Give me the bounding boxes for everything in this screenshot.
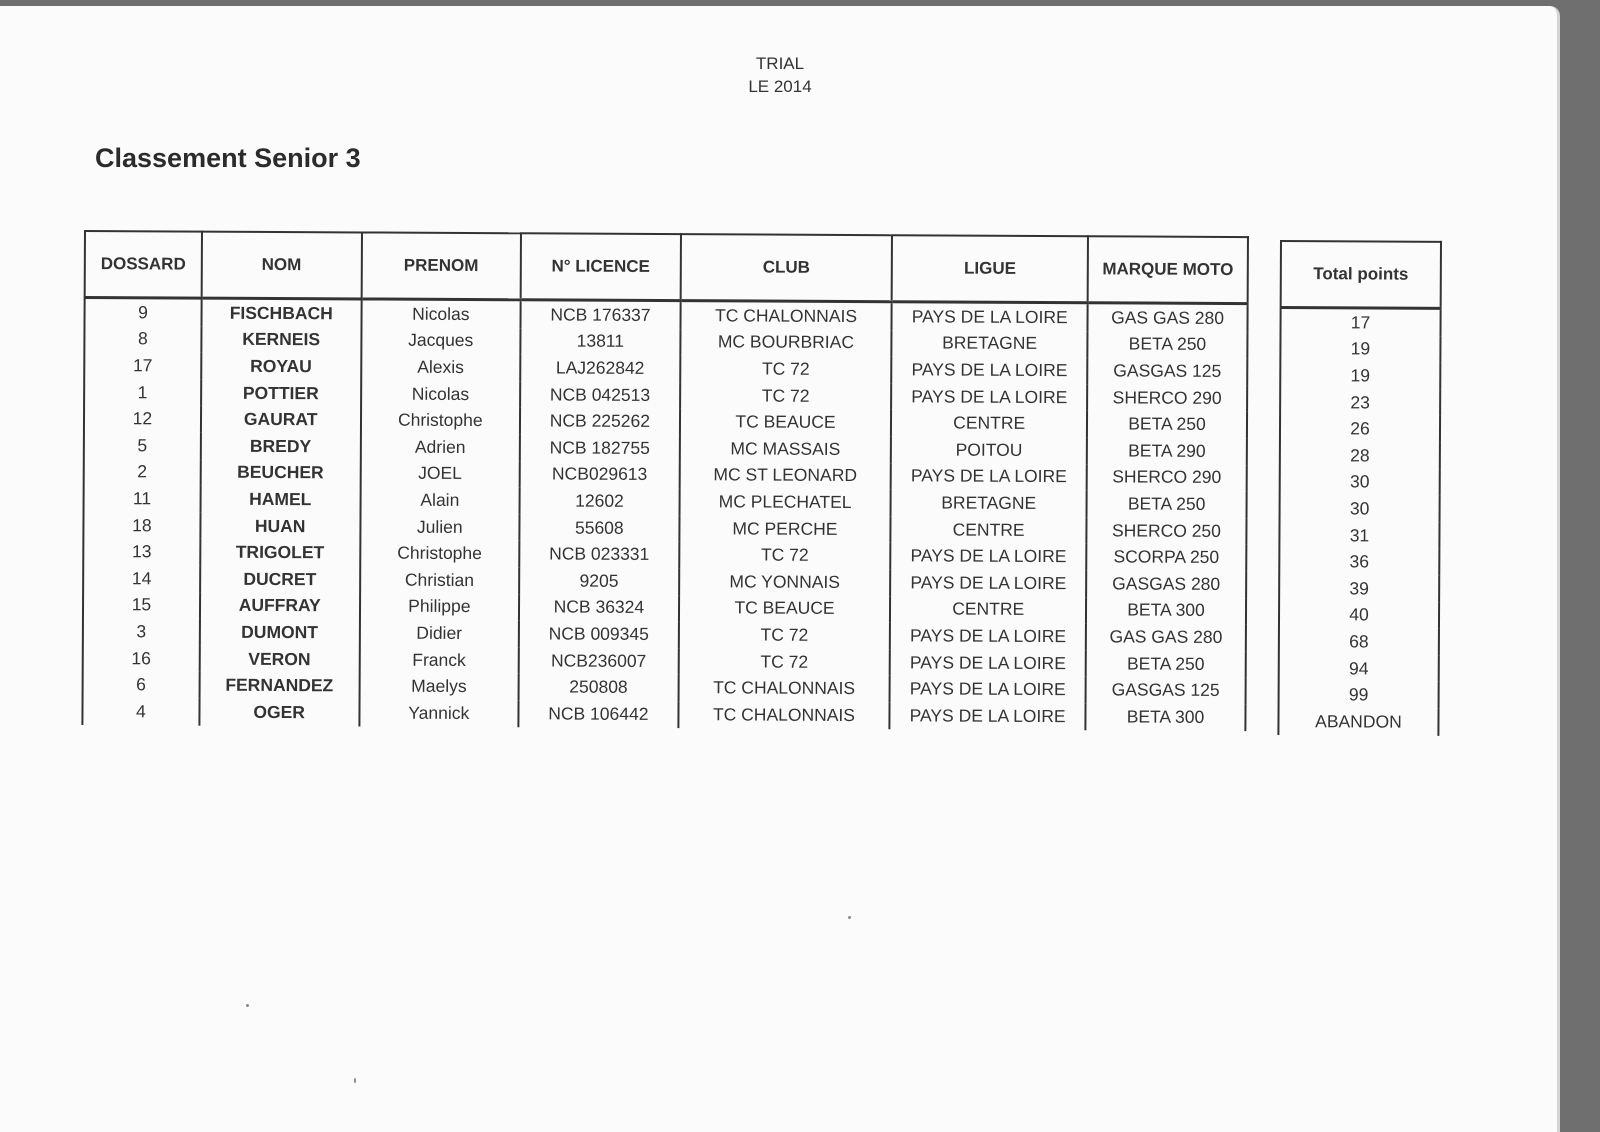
cell-total-points: 30 bbox=[1280, 469, 1440, 496]
cell-prenom: Philippe bbox=[359, 593, 519, 620]
cell-licence: NCB 042513 bbox=[520, 381, 680, 408]
cell-total-points: 68 bbox=[1279, 628, 1439, 655]
cell-club: TC BEAUCE bbox=[679, 595, 891, 623]
cell-ligue: BRETAGNE bbox=[891, 489, 1087, 517]
cell-nom: DUMONT bbox=[200, 619, 360, 646]
col-nom: NOM bbox=[202, 232, 362, 299]
scan-speck bbox=[246, 1004, 249, 1007]
cell-dossard: 11 bbox=[84, 485, 201, 512]
cell-total-points: 94 bbox=[1279, 655, 1439, 682]
totals-row bbox=[1278, 708, 1438, 735]
totals-row bbox=[1280, 415, 1440, 442]
cell-club: TC 72 bbox=[679, 541, 891, 569]
cell-total-points: 23 bbox=[1280, 389, 1440, 416]
cell-total-points: 17 bbox=[1280, 308, 1440, 337]
cell-club: MC ST LEONARD bbox=[679, 462, 891, 490]
cell-club: TC 72 bbox=[680, 355, 892, 383]
cell-ligue: PAYS DE LA LOIRE bbox=[892, 356, 1088, 384]
cell-licence: 13811 bbox=[520, 328, 680, 355]
cell-club: TC BEAUCE bbox=[680, 408, 892, 436]
cell-total-points: 36 bbox=[1279, 548, 1439, 575]
cell-club: TC CHALONNAIS bbox=[678, 701, 890, 729]
totals-row bbox=[1279, 655, 1439, 682]
cell-nom: DUCRET bbox=[200, 566, 360, 593]
cell-dossard: 17 bbox=[84, 352, 201, 379]
cell-prenom: Maelys bbox=[359, 673, 519, 700]
cell-ligue: CENTRE bbox=[890, 596, 1086, 624]
cell-nom: FISCHBACH bbox=[201, 298, 361, 327]
cell-ligue: PAYS DE LA LOIRE bbox=[891, 383, 1087, 411]
cell-prenom: Franck bbox=[359, 646, 519, 673]
cell-club: MC PERCHE bbox=[679, 515, 891, 543]
cell-prenom: Alexis bbox=[361, 354, 521, 381]
cell-dossard: 12 bbox=[84, 405, 201, 432]
cell-club: MC MASSAIS bbox=[680, 435, 892, 463]
cell-ligue: PAYS DE LA LOIRE bbox=[892, 302, 1088, 331]
cell-licence: NCB 36324 bbox=[519, 594, 679, 621]
cell-prenom: Christophe bbox=[360, 407, 520, 434]
cell-licence: 12602 bbox=[520, 487, 680, 514]
cell-marque-moto: SHERCO 250 bbox=[1086, 517, 1246, 544]
cell-dossard: 14 bbox=[83, 565, 200, 592]
cell-club: TC CHALONNAIS bbox=[680, 301, 892, 330]
cell-licence: NCB 225262 bbox=[520, 408, 680, 435]
totals-row bbox=[1280, 469, 1440, 496]
cell-licence: NCB 182755 bbox=[520, 434, 680, 461]
cell-marque-moto: GAS GAS 280 bbox=[1086, 623, 1246, 650]
totals-row bbox=[1280, 442, 1440, 469]
cell-licence: NCB029613 bbox=[520, 461, 680, 488]
cell-licence: NCB 176337 bbox=[521, 300, 681, 329]
cell-nom: BREDY bbox=[201, 433, 361, 460]
cell-prenom: JOEL bbox=[360, 460, 520, 487]
cell-marque-moto: GASGAS 125 bbox=[1086, 677, 1246, 704]
event-header bbox=[700, 52, 860, 98]
cell-licence: NCB 023331 bbox=[519, 541, 679, 568]
totals-row bbox=[1280, 362, 1440, 389]
cell-dossard: 6 bbox=[83, 671, 200, 698]
cell-dossard: 13 bbox=[83, 538, 200, 565]
cell-total-points: 30 bbox=[1280, 495, 1440, 522]
cell-prenom: Jacques bbox=[361, 327, 521, 354]
cell-licence: NCB 106442 bbox=[518, 700, 678, 727]
cell-dossard: 4 bbox=[82, 698, 199, 725]
totals-row bbox=[1280, 495, 1440, 522]
table-row bbox=[82, 698, 1245, 731]
totals-row bbox=[1279, 522, 1439, 549]
page-title: Classement Senior 3 bbox=[95, 143, 361, 173]
col-licence: N° LICENCE bbox=[521, 233, 681, 300]
cell-dossard: 2 bbox=[84, 459, 201, 486]
totals-row bbox=[1279, 602, 1439, 629]
cell-marque-moto: BETA 250 bbox=[1087, 411, 1247, 438]
cell-ligue: CENTRE bbox=[891, 516, 1087, 544]
cell-ligue: PAYS DE LA LOIRE bbox=[890, 649, 1086, 677]
cell-total-points: 19 bbox=[1280, 362, 1440, 389]
cell-club: TC 72 bbox=[680, 382, 892, 410]
totals-row bbox=[1279, 548, 1439, 575]
cell-ligue: PAYS DE LA LOIRE bbox=[890, 676, 1086, 704]
cell-nom: KERNEIS bbox=[201, 326, 361, 353]
cell-marque-moto: GAS GAS 280 bbox=[1088, 303, 1248, 332]
cell-dossard: 15 bbox=[83, 592, 200, 619]
cell-marque-moto: BETA 250 bbox=[1087, 490, 1247, 517]
cell-ligue: POITOU bbox=[891, 436, 1087, 464]
cell-marque-moto: BETA 300 bbox=[1086, 597, 1246, 624]
cell-club: MC YONNAIS bbox=[679, 568, 891, 596]
cell-ligue: PAYS DE LA LOIRE bbox=[890, 702, 1086, 730]
results-table bbox=[81, 230, 1249, 731]
cell-nom: TRIGOLET bbox=[200, 539, 360, 566]
cell-prenom: Christian bbox=[360, 566, 520, 593]
cell-nom: OGER bbox=[199, 699, 359, 726]
totals-table bbox=[1277, 240, 1442, 735]
cell-ligue: PAYS DE LA LOIRE bbox=[891, 543, 1087, 571]
cell-nom: HUAN bbox=[200, 512, 360, 539]
col-club: CLUB bbox=[680, 234, 892, 302]
cell-dossard: 8 bbox=[84, 326, 201, 353]
cell-prenom: Nicolas bbox=[361, 299, 521, 328]
cell-prenom: Christophe bbox=[360, 540, 520, 567]
cell-dossard: 1 bbox=[84, 379, 201, 406]
scan-speck bbox=[354, 1078, 356, 1083]
cell-ligue: PAYS DE LA LOIRE bbox=[891, 463, 1087, 491]
col-marque-moto: MARQUE MOTO bbox=[1088, 236, 1248, 303]
col-total-points: Total points bbox=[1281, 241, 1441, 308]
cell-club: TC CHALONNAIS bbox=[678, 674, 890, 702]
cell-marque-moto: SCORPA 250 bbox=[1086, 544, 1246, 571]
cell-nom: HAMEL bbox=[200, 486, 360, 513]
cell-dossard: 9 bbox=[84, 298, 201, 327]
cell-nom: VERON bbox=[200, 645, 360, 672]
cell-prenom: Didier bbox=[359, 620, 519, 647]
cell-nom: GAURAT bbox=[201, 406, 361, 433]
cell-ligue: PAYS DE LA LOIRE bbox=[890, 622, 1086, 650]
cell-marque-moto: BETA 290 bbox=[1087, 437, 1247, 464]
cell-prenom: Alain bbox=[360, 487, 520, 514]
cell-nom: FERNANDEZ bbox=[199, 672, 359, 699]
cell-prenom: Adrien bbox=[360, 433, 520, 460]
cell-dossard: 16 bbox=[83, 645, 200, 672]
cell-club: TC 72 bbox=[679, 621, 891, 649]
cell-club: MC PLECHATEL bbox=[679, 488, 891, 516]
totals-row bbox=[1279, 681, 1439, 708]
cell-licence: LAJ262842 bbox=[520, 354, 680, 381]
cell-total-points: 39 bbox=[1279, 575, 1439, 602]
cell-total-points: 40 bbox=[1279, 602, 1439, 629]
cell-prenom: Nicolas bbox=[361, 380, 521, 407]
cell-marque-moto: GASGAS 125 bbox=[1087, 357, 1247, 384]
cell-marque-moto: BETA 250 bbox=[1086, 650, 1246, 677]
totals-header-row bbox=[1281, 241, 1441, 308]
cell-club: MC BOURBRIAC bbox=[680, 329, 892, 357]
totals-row bbox=[1280, 336, 1440, 363]
cell-total-points: 26 bbox=[1280, 415, 1440, 442]
col-prenom: PRENOM bbox=[361, 232, 521, 299]
cell-marque-moto: BETA 250 bbox=[1087, 331, 1247, 358]
scan-speck bbox=[848, 916, 851, 919]
cell-total-points: ABANDON bbox=[1278, 708, 1438, 735]
cell-nom: AUFFRAY bbox=[200, 592, 360, 619]
cell-nom: POTTIER bbox=[201, 379, 361, 406]
cell-marque-moto: GASGAS 280 bbox=[1086, 570, 1246, 597]
cell-ligue: PAYS DE LA LOIRE bbox=[890, 569, 1086, 597]
cell-club: TC 72 bbox=[678, 648, 890, 676]
event-date: LE 2014 bbox=[748, 77, 812, 96]
totals-row bbox=[1279, 628, 1439, 655]
cell-total-points: 31 bbox=[1279, 522, 1439, 549]
header-row bbox=[85, 231, 1248, 304]
cell-marque-moto: SHERCO 290 bbox=[1087, 384, 1247, 411]
cell-prenom: Yannick bbox=[359, 699, 519, 726]
cell-dossard: 18 bbox=[83, 512, 200, 539]
cell-total-points: 19 bbox=[1280, 336, 1440, 363]
totals-row bbox=[1279, 575, 1439, 602]
cell-total-points: 28 bbox=[1280, 442, 1440, 469]
cell-marque-moto: SHERCO 290 bbox=[1087, 464, 1247, 491]
cell-nom: ROYAU bbox=[201, 353, 361, 380]
cell-prenom: Julien bbox=[360, 513, 520, 540]
scanned-page bbox=[0, 6, 1560, 1132]
col-ligue: LIGUE bbox=[892, 235, 1088, 303]
totals-row bbox=[1280, 308, 1440, 337]
cell-ligue: BRETAGNE bbox=[892, 330, 1088, 358]
cell-dossard: 5 bbox=[84, 432, 201, 459]
event-name: TRIAL bbox=[755, 54, 805, 73]
col-dossard: DOSSARD bbox=[85, 231, 202, 298]
cell-nom: BEUCHER bbox=[201, 459, 361, 486]
cell-licence: 55608 bbox=[519, 514, 679, 541]
cell-total-points: 99 bbox=[1279, 681, 1439, 708]
cell-marque-moto: BETA 300 bbox=[1085, 703, 1245, 730]
totals-row bbox=[1280, 389, 1440, 416]
cell-licence: 250808 bbox=[519, 674, 679, 701]
cell-licence: NCB236007 bbox=[519, 647, 679, 674]
cell-licence: NCB 009345 bbox=[519, 620, 679, 647]
cell-dossard: 3 bbox=[83, 618, 200, 645]
cell-licence: 9205 bbox=[519, 567, 679, 594]
cell-ligue: CENTRE bbox=[891, 410, 1087, 438]
